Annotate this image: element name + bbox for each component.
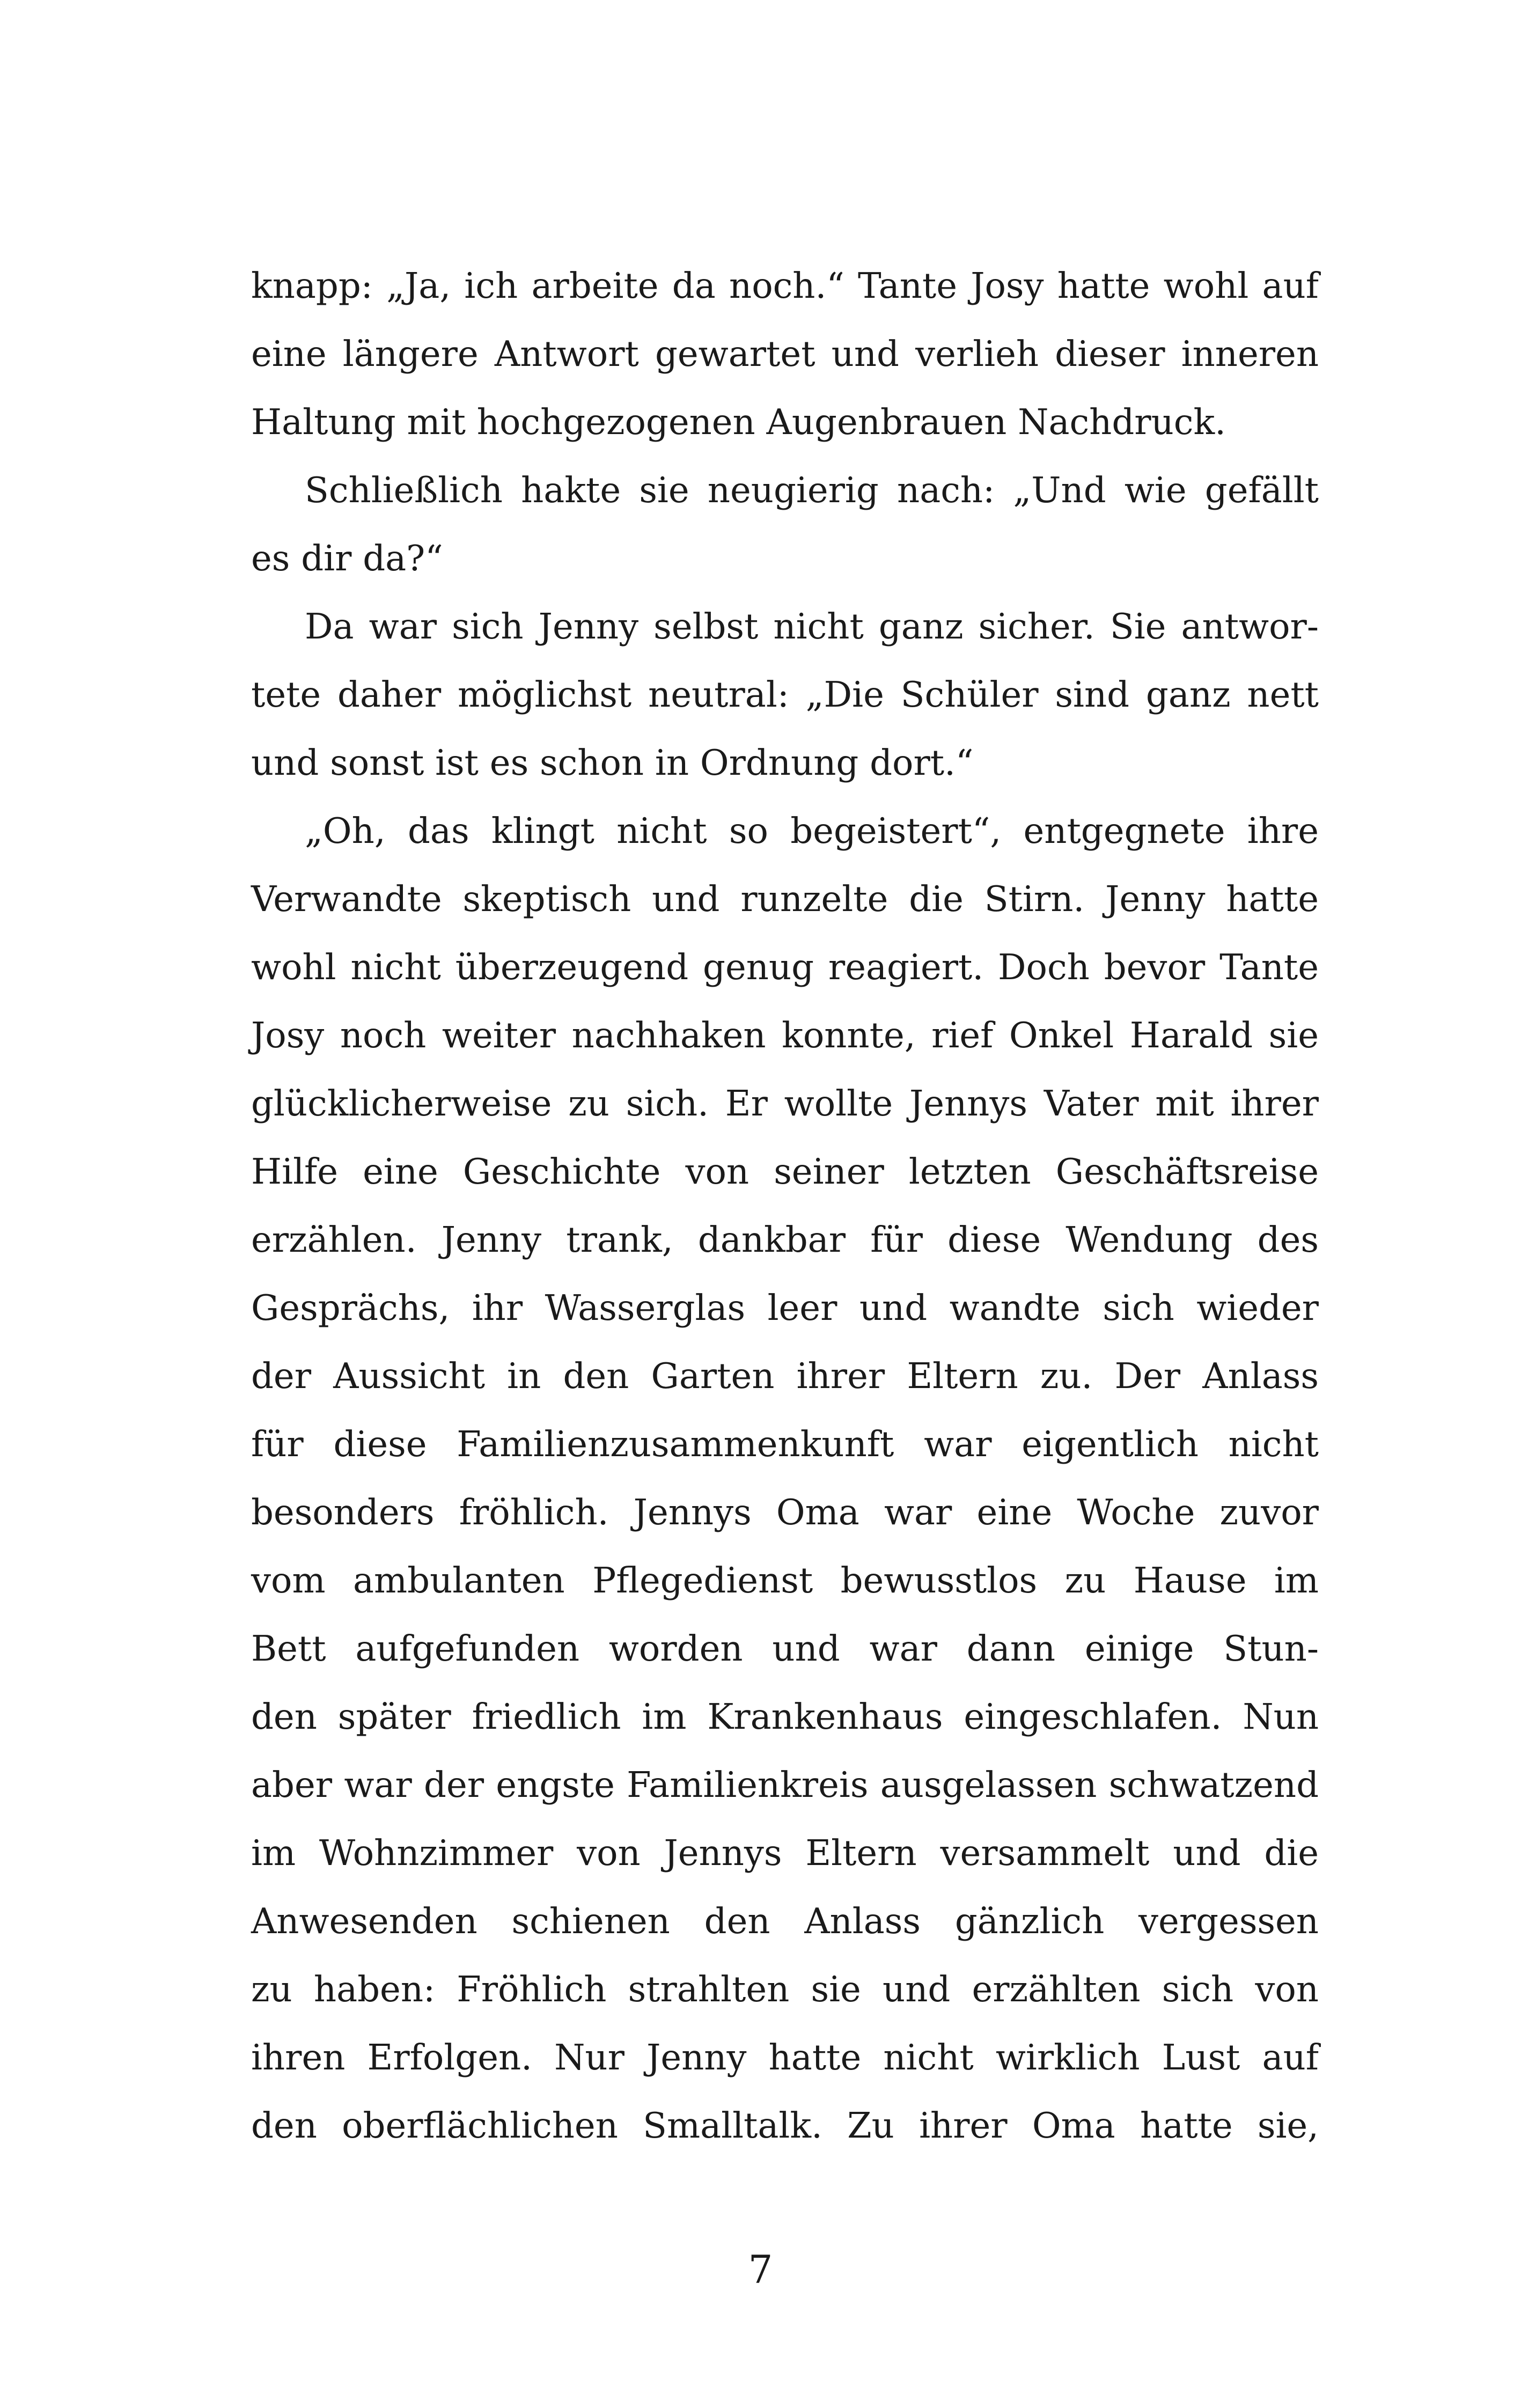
text-line: eine längere Antwort gewartet und verlieh dieser inneren <box>251 334 1319 375</box>
text-line: Gesprächs, ihr Wasserglas leer und wandte sich wieder <box>251 1288 1319 1328</box>
text-line: Haltung mit hochgezogenen Augenbrauen Nachdruck. <box>251 402 1226 443</box>
text-line: und sonst ist es schon in Ordnung dort.“ <box>251 743 974 783</box>
text-line: besonders fröhlich. Jennys Oma war eine Woche zuvor <box>251 1492 1319 1533</box>
text-line: wohl nicht überzeugend genug reagiert. Doch bevor Tante <box>251 947 1319 988</box>
text-line: Anwesenden schienen den Anlass gänzlich vergessen <box>251 1901 1319 1942</box>
text-line: Hilfe eine Geschichte von seiner letzten Geschäftsreise <box>251 1151 1319 1192</box>
text-line: „Oh, das klingt nicht so begeistert“, entgegnete ihre <box>305 811 1319 851</box>
text-line: erzählen. Jenny trank, dankbar für diese Wendung des <box>251 1220 1319 1260</box>
text-line: den oberflächlichen Smalltalk. Zu ihrer Oma hatte sie, <box>251 2105 1319 2146</box>
text-line: Bett aufgefunden worden und war dann einige Stun- <box>251 1628 1319 1669</box>
text-line: im Wohnzimmer von Jennys Eltern versammelt und die <box>251 1833 1319 1874</box>
text-line: tete daher möglichst neutral: „Die Schüler sind ganz nett <box>251 674 1319 715</box>
text-line: zu haben: Fröhlich strahlten sie und erzählten sich von <box>251 1969 1319 2010</box>
page-number: 7 <box>748 2247 773 2292</box>
text-line: ihren Erfolgen. Nur Jenny hatte nicht wirklich Lust auf <box>251 2037 1319 2078</box>
text-line: Schließlich hakte sie neugierig nach: „Und wie gefällt <box>305 470 1319 511</box>
text-line: Da war sich Jenny selbst nicht ganz sicher. Sie antwor- <box>305 606 1319 647</box>
text-line: knapp: „Ja, ich arbeite da noch.“ Tante Josy hatte wohl auf <box>251 266 1319 306</box>
text-line: Verwandte skeptisch und runzelte die Stirn. Jenny hatte <box>251 879 1319 920</box>
body-text <box>251 252 1319 2160</box>
text-line: für diese Familienzusammenkunft war eigentlich nicht <box>251 1424 1319 1465</box>
text-line: der Aussicht in den Garten ihrer Eltern zu. Der Anlass <box>251 1356 1319 1397</box>
text-line: den später friedlich im Krankenhaus eingeschlafen. Nun <box>251 1697 1319 1737</box>
text-line: glücklicherweise zu sich. Er wollte Jennys Vater mit ihrer <box>251 1083 1319 1124</box>
text-line: Josy noch weiter nachhaken konnte, rief Onkel Harald sie <box>251 1015 1319 1056</box>
text-line: es dir da?“ <box>251 538 443 579</box>
text-line: vom ambulanten Pflegedienst bewusstlos zu Hause im <box>251 1560 1319 1601</box>
text-line: aber war der engste Familienkreis ausgelassen schwatzend <box>251 1765 1319 1805</box>
